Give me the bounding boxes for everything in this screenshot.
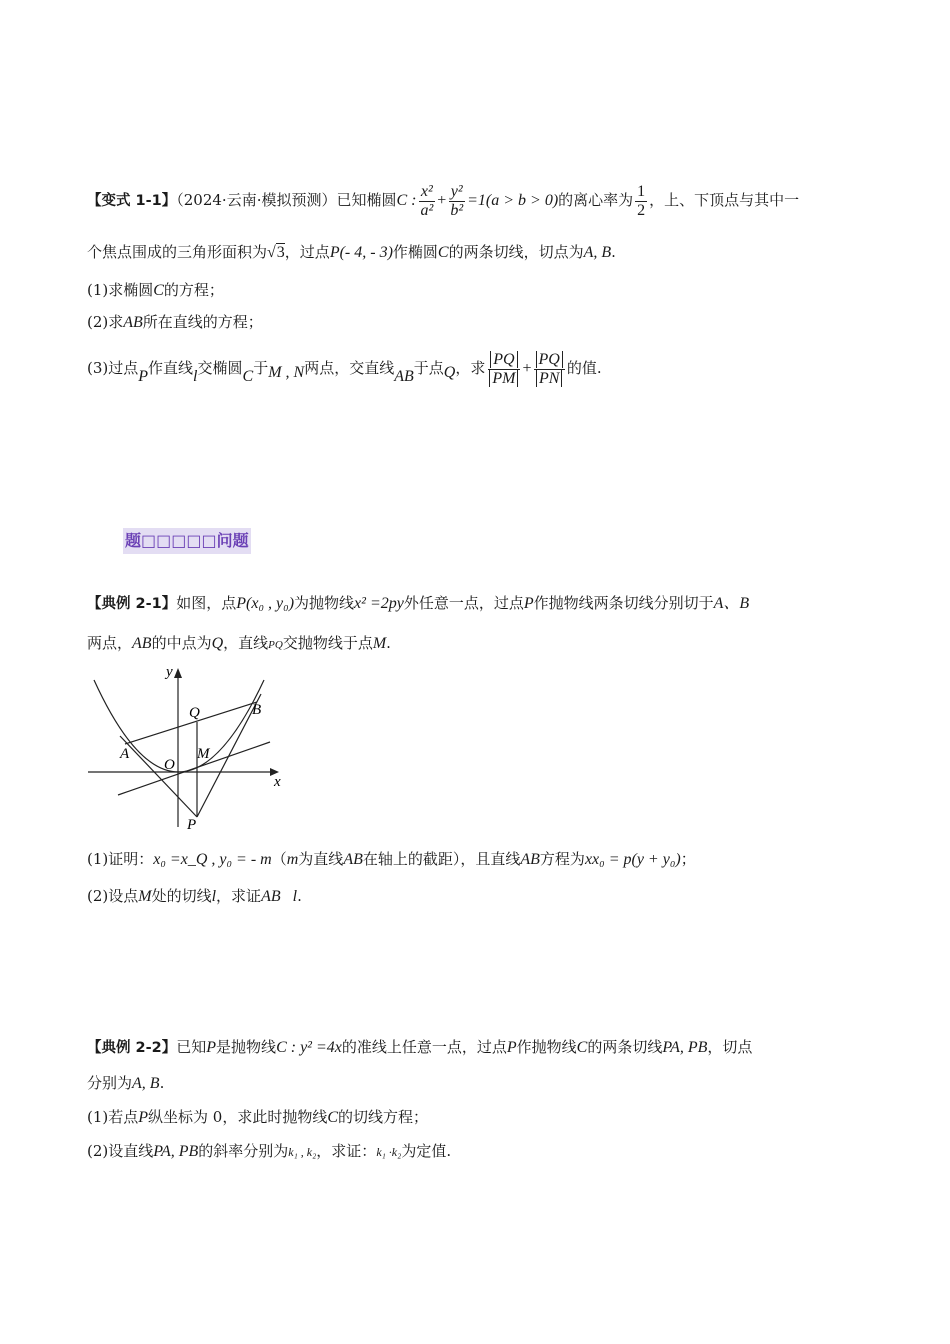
ellipse-equation-tail: =1(a > b > 0) [467, 192, 559, 209]
tangent-pa [120, 736, 197, 817]
ratio-pq-pn: $\frac{PQ}{PN}$ [534, 351, 565, 388]
y-axis-arrow-icon [174, 668, 182, 678]
label-x: x [274, 774, 281, 790]
label-p: P [187, 817, 197, 832]
label-a: A [120, 746, 130, 762]
problem-1-1-question-2: (2)求AB所在直线的方程； [87, 313, 263, 331]
example-2-2-line-2: 分别为A, B. [87, 1074, 165, 1092]
example-tag: 【典例 2-1】 [87, 596, 177, 612]
fraction-x2-a2: $\frac{\text{x²}}{\text{a²}}$ [420, 182, 434, 219]
point-p-coordinates: P(- 4, - 3) [329, 244, 393, 261]
problem-tag: 【变式 1-1】 [87, 193, 177, 209]
example-2-1-line-1: 【典例 2-1】如图，点P(x₀ , y₀)为抛物线x² =2py外任意一点，过点P作抛物线两条切线分别切于A、B [87, 594, 750, 612]
label-q: Q [189, 705, 200, 721]
eccentricity-fraction: $\frac{1}{2}$ [637, 182, 646, 219]
example-2-2-question-1: (1)若点P纵坐标为 0，求此时抛物线C的切线方程； [87, 1108, 429, 1126]
problem-source: （2024·云南·模拟预测） [176, 191, 337, 209]
parabola-equation: C : y² =4x [276, 1039, 342, 1056]
parabola-equation: x² =2py [354, 595, 404, 612]
label-m: M [197, 746, 210, 762]
problem-1-1-line-2: 个焦点围成的三角形面积为√3，过点P(- 4, - 3)作椭圆C的两条切线，切点为A, B. [87, 243, 616, 261]
parabola-figure [80, 662, 300, 832]
problem-1-1-question-3: (3)过点P作直线l交椭圆C于M , N两点，交直线AB于点Q，求 $\frac{PQ}{PM}$ + $\frac{PQ}{PN}$ 的值. [87, 350, 602, 387]
problem-1-1-line-1: 【变式 1-1】（2024·云南·模拟预测）已知椭圆C : $\frac{\text{x²}}{\text{a²}}$ + $\frac{\text{y²}}{\text{b²}}$ =1(a > b > 0)的离心率为 $\frac{1}{2}$ ，上、下顶点与其中一 [87, 182, 800, 219]
example-2-2-line-1: 【典例 2-2】已知P是抛物线C : y² =4x的准线上任意一点，过点P作抛物线C的两条切线PA, PB，切点 [87, 1038, 753, 1056]
ratio-pq-pm: $\frac{PQ}{PM}$ [487, 351, 520, 388]
example-2-1-question-2: (2)设点M处的切线l，求证AB l. [87, 887, 302, 905]
example-2-2-question-2: (2)设直线PA, PB的斜率分别为k₁ , k₂，求证：k₁ ·k₂为定值. [87, 1142, 452, 1160]
section-heading: 题□□□□□问题 [123, 528, 251, 554]
example-2-1-question-1: (1)证明：x₀ =x_Q , y₀ = - m（m为直线AB在轴上的截距），且直线AB方程为xx₀ = p(y + y₀)； [87, 850, 696, 868]
point-p-coordinates: P(x₀ , y₀) [236, 595, 295, 612]
label-y: y [166, 664, 173, 680]
example-tag: 【典例 2-2】 [87, 1040, 177, 1056]
sqrt-symbol: √ [267, 244, 276, 261]
ellipse-name: C : [396, 192, 417, 209]
fraction-y2-b2: $\frac{\text{y²}}{\text{b²}}$ [450, 182, 464, 219]
label-b: B [252, 702, 262, 718]
label-o: O [164, 757, 175, 773]
problem-1-1-question-1: (1)求椭圆C的方程； [87, 281, 224, 299]
example-2-1-line-2: 两点，AB的中点为Q，直线PQ交抛物线于点M. [87, 634, 391, 652]
sqrt-3: 3 [276, 244, 285, 261]
tangent-at-m [118, 742, 270, 795]
